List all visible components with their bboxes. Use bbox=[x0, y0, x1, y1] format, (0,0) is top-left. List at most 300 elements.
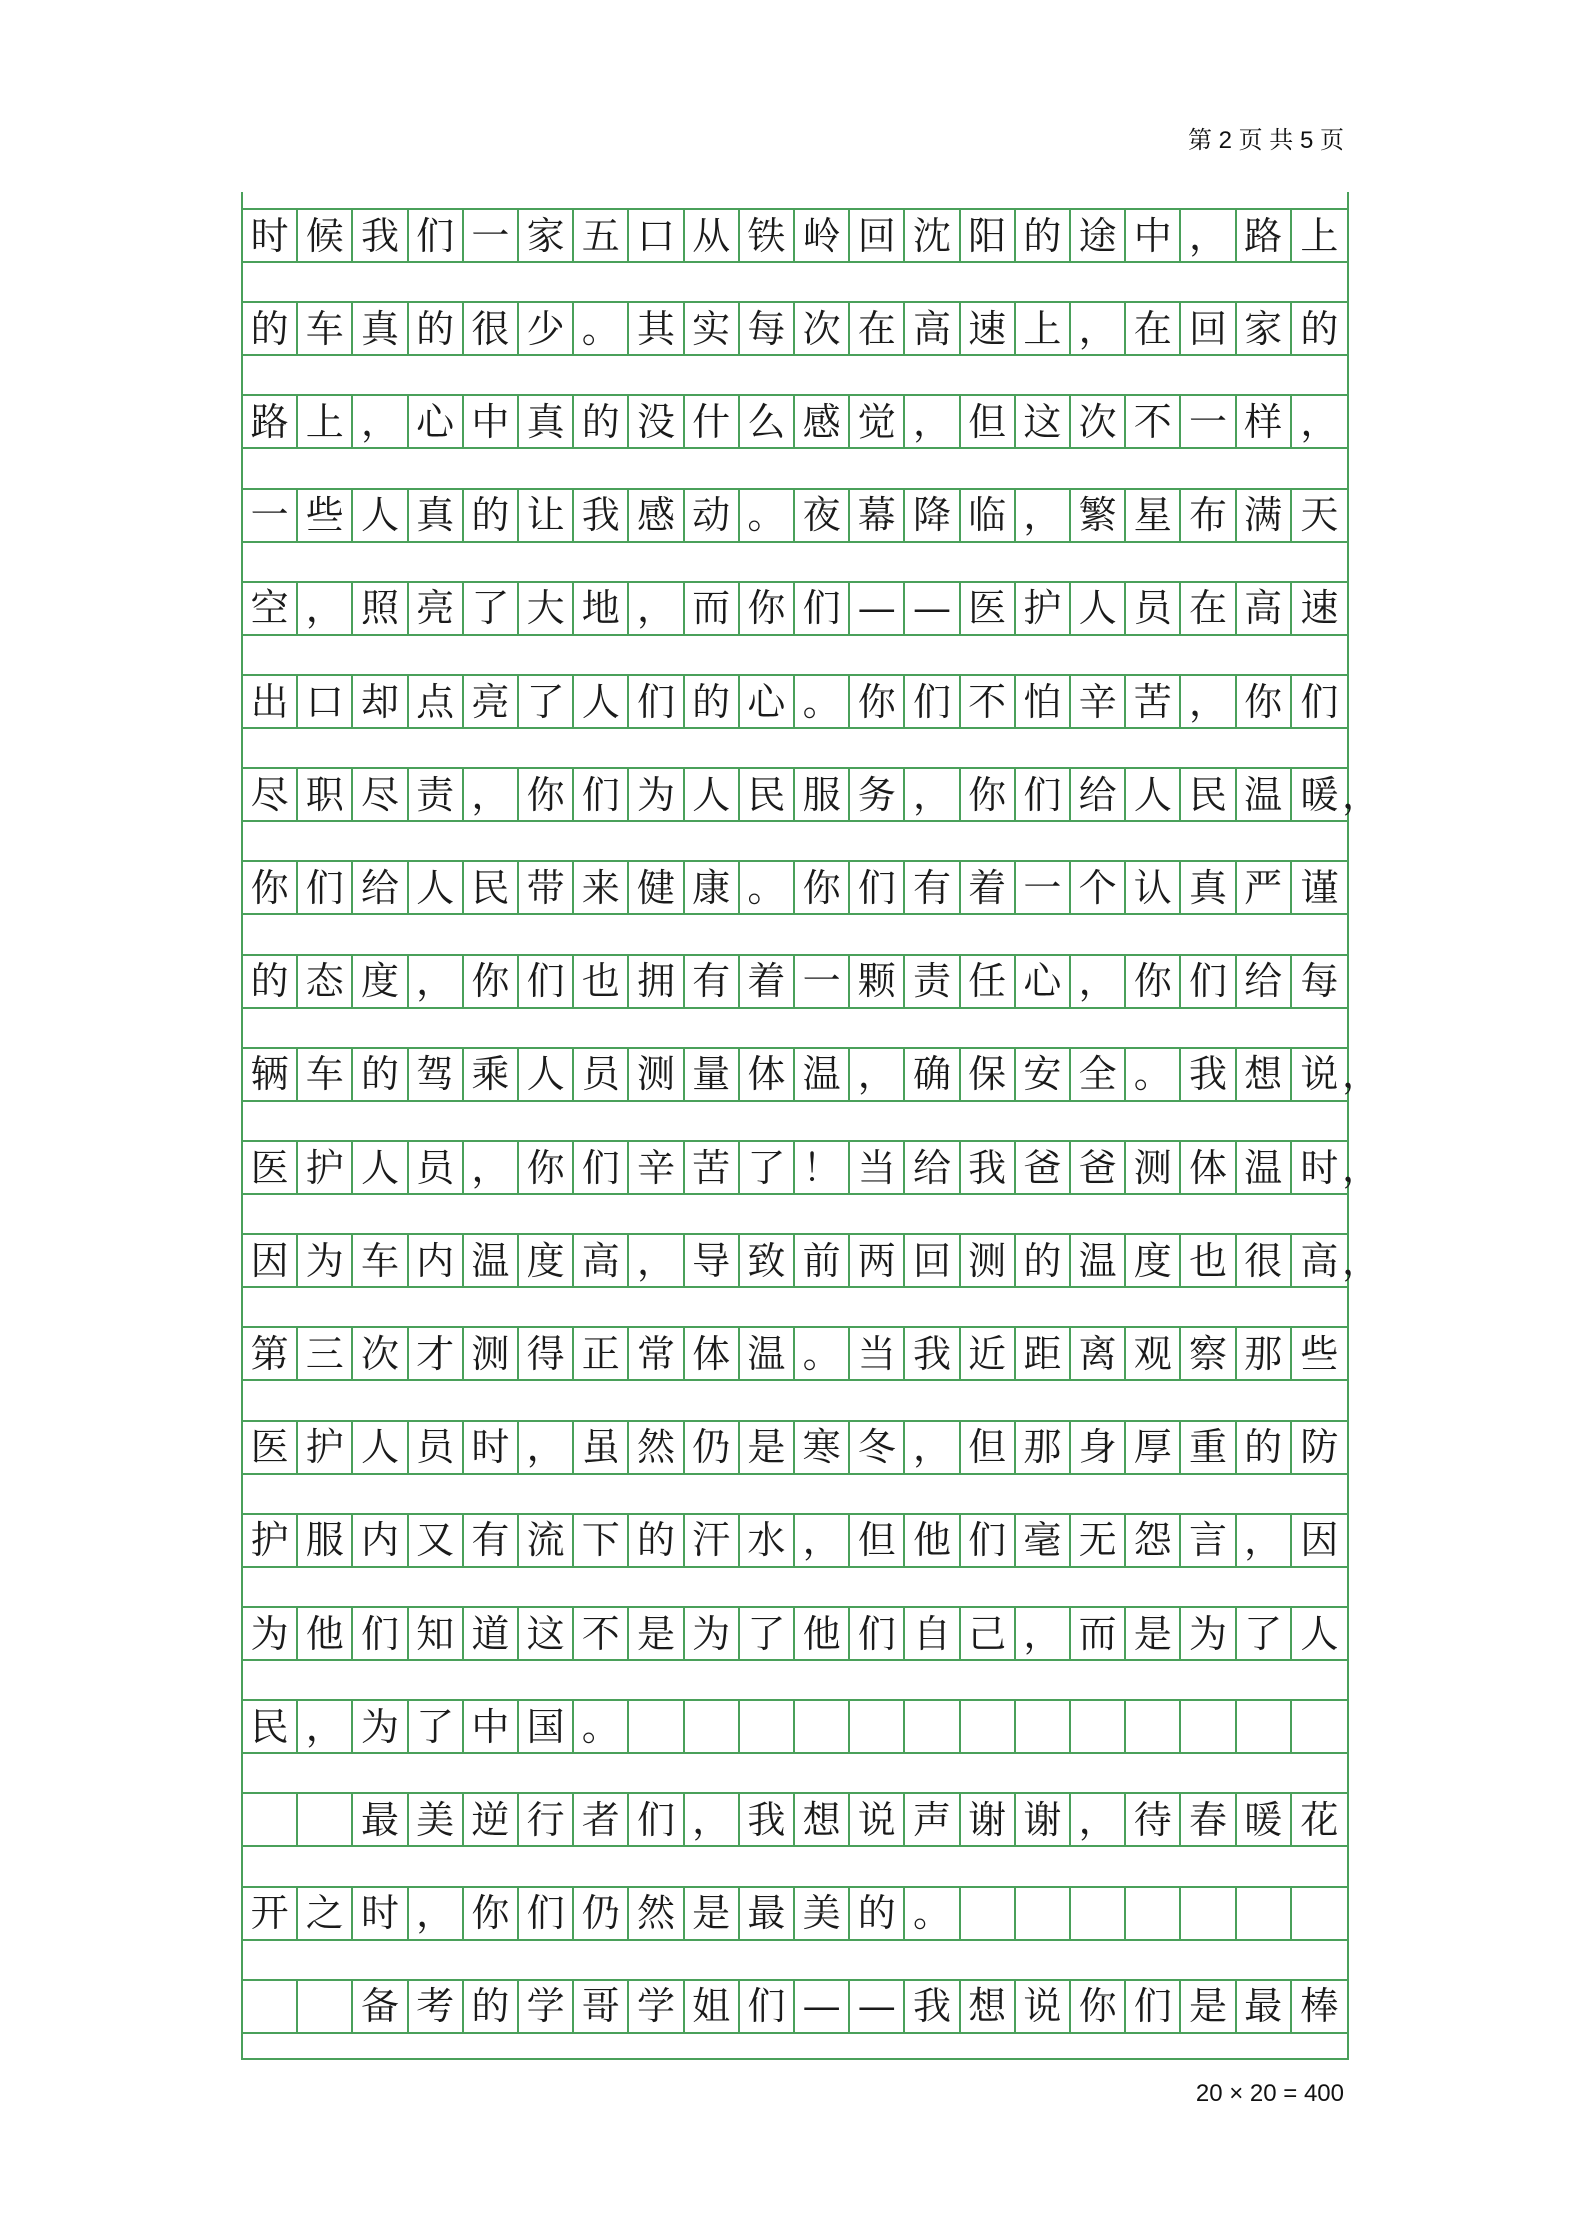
grid-cell: 体 bbox=[740, 1049, 795, 1100]
grid-cell: 给 bbox=[1237, 956, 1292, 1007]
grid-cell: 上 bbox=[1300, 213, 1339, 258]
grid-row bbox=[243, 581, 1347, 636]
grid-cell: 温 bbox=[1237, 769, 1292, 820]
grid-row bbox=[243, 1233, 1381, 1288]
grid-cell: 这 bbox=[519, 1608, 574, 1659]
grid-cell: 护 bbox=[298, 1422, 353, 1473]
grid-cell: 我 bbox=[1181, 1049, 1236, 1100]
grid-cell: 上 bbox=[298, 396, 353, 447]
grid-cell: 那 bbox=[1016, 1422, 1071, 1473]
grid-cell: 。 bbox=[740, 862, 795, 913]
grid-cell: 的 bbox=[409, 303, 464, 354]
grid-cell: 当 bbox=[850, 1142, 905, 1193]
grid-cell: 己 bbox=[961, 1608, 1016, 1659]
grid-cell: 仍 bbox=[685, 1422, 740, 1473]
grid-cell: 辛 bbox=[1071, 676, 1126, 727]
grid-cell: 速 bbox=[1300, 586, 1339, 631]
grid-cell: 真 bbox=[353, 303, 408, 354]
grid-cell: 为 bbox=[685, 1608, 740, 1659]
grid-cell: ， bbox=[795, 1515, 850, 1566]
grid-cell bbox=[243, 1981, 298, 2032]
grid-cell: 下 bbox=[574, 1515, 629, 1566]
grid-cell: 想 bbox=[961, 1981, 1016, 2032]
grid-cell: 家 bbox=[1237, 303, 1292, 354]
grid-cell: 些 bbox=[1300, 1331, 1339, 1376]
grid-cell: 你 bbox=[740, 583, 795, 634]
grid-cell: 行 bbox=[519, 1794, 574, 1845]
grid-row bbox=[243, 301, 1347, 356]
grid-cell: 高 bbox=[1300, 1238, 1339, 1283]
grid-cell: 空 bbox=[243, 583, 298, 634]
grid-cell bbox=[1181, 1701, 1236, 1752]
grid-cell: 员 bbox=[409, 1142, 464, 1193]
grid-cell: 保 bbox=[961, 1049, 1016, 1100]
grid-cell: 虽 bbox=[574, 1422, 629, 1473]
grid-cell: 五 bbox=[574, 210, 629, 261]
grid-cell: 任 bbox=[961, 956, 1016, 1007]
grid-row bbox=[243, 1326, 1347, 1381]
grid-cell bbox=[685, 1701, 740, 1752]
grid-cell: 高 bbox=[1237, 583, 1292, 634]
grid-cell: 因 bbox=[1300, 1518, 1339, 1563]
grid-row bbox=[243, 767, 1381, 822]
grid-cell: 人 bbox=[353, 1142, 408, 1193]
grid-cell: 人 bbox=[574, 676, 629, 727]
grid-cell: 辛 bbox=[629, 1142, 684, 1193]
grid-cell: ， bbox=[629, 583, 684, 634]
grid-cell: 言 bbox=[1181, 1515, 1236, 1566]
grid-cell: 我 bbox=[905, 1981, 960, 2032]
grid-cell: 在 bbox=[850, 303, 905, 354]
grid-cell: 大 bbox=[519, 583, 574, 634]
grid-cell: 尽 bbox=[243, 769, 298, 820]
grid-cell: 民 bbox=[243, 1701, 298, 1752]
grid-cell: 不 bbox=[961, 676, 1016, 727]
grid-cell: 我 bbox=[353, 210, 408, 261]
grid-cell: 民 bbox=[464, 862, 519, 913]
grid-cell: 态 bbox=[298, 956, 353, 1007]
grid-cell: 量 bbox=[685, 1049, 740, 1100]
grid-cell: ， bbox=[298, 1701, 353, 1752]
grid-cell: 美 bbox=[795, 1888, 850, 1939]
grid-cell: 什 bbox=[685, 396, 740, 447]
grid-cell: 离 bbox=[1071, 1328, 1126, 1379]
grid-cell: 谢 bbox=[961, 1794, 1016, 1845]
grid-cell bbox=[298, 1794, 353, 1845]
grid-cell: ， bbox=[1071, 1794, 1126, 1845]
grid-cell bbox=[1071, 1701, 1126, 1752]
grid-cell: 们 bbox=[740, 1981, 795, 2032]
grid-cell: 们 bbox=[629, 676, 684, 727]
grid-cell: 人 bbox=[353, 490, 408, 541]
grid-cell: 民 bbox=[1181, 769, 1236, 820]
grid-cell: 职 bbox=[298, 769, 353, 820]
grid-cell: 上 bbox=[1016, 303, 1071, 354]
hanging-punctuation: ， bbox=[1342, 1145, 1381, 1190]
grid-cell: 说 bbox=[850, 1794, 905, 1845]
grid-cell: 亮 bbox=[409, 583, 464, 634]
grid-cell: 你 bbox=[850, 676, 905, 727]
grid-row bbox=[243, 1886, 1347, 1941]
grid-cell: ， bbox=[685, 1794, 740, 1845]
grid-cell: 布 bbox=[1181, 490, 1236, 541]
grid-cell: 次 bbox=[353, 1328, 408, 1379]
grid-cell: 的 bbox=[243, 956, 298, 1007]
grid-row bbox=[243, 1513, 1347, 1568]
grid-cell: 车 bbox=[298, 1049, 353, 1100]
grid-cell: 服 bbox=[795, 769, 850, 820]
grid-cell bbox=[1071, 1888, 1126, 1939]
grid-cell: 的 bbox=[574, 396, 629, 447]
grid-cell bbox=[1016, 1701, 1071, 1752]
grid-cell bbox=[1237, 1888, 1292, 1939]
grid-cell: 然 bbox=[629, 1422, 684, 1473]
grid-cell: 花 bbox=[1300, 1797, 1339, 1842]
grid-cell: ， bbox=[1300, 399, 1339, 444]
grid-cell: 们 bbox=[574, 769, 629, 820]
grid-cell: 出 bbox=[243, 676, 298, 727]
grid-cell bbox=[298, 1981, 353, 2032]
grid-cell: 但 bbox=[850, 1515, 905, 1566]
grid-cell: 体 bbox=[685, 1328, 740, 1379]
grid-cell: ， bbox=[1071, 956, 1126, 1007]
grid-cell: 你 bbox=[243, 862, 298, 913]
grid-cell: 国 bbox=[519, 1701, 574, 1752]
grid-cell bbox=[850, 1701, 905, 1752]
grid-cell: 谢 bbox=[1016, 1794, 1071, 1845]
grid-cell: 最 bbox=[740, 1888, 795, 1939]
grid-cell: 医 bbox=[243, 1142, 298, 1193]
grid-cell: 测 bbox=[1126, 1142, 1181, 1193]
grid-cell: 有 bbox=[685, 956, 740, 1007]
grid-cell: 们 bbox=[629, 1794, 684, 1845]
grid-cell: 温 bbox=[740, 1328, 795, 1379]
grid-cell: ， bbox=[905, 1422, 960, 1473]
grid-cell: 他 bbox=[905, 1515, 960, 1566]
grid-cell: 很 bbox=[464, 303, 519, 354]
grid-cell: 测 bbox=[464, 1328, 519, 1379]
grid-cell: ， bbox=[1237, 1515, 1292, 1566]
manuscript-grid bbox=[241, 192, 1381, 2060]
grid-cell: 们 bbox=[1300, 679, 1339, 724]
grid-cell: ， bbox=[519, 1422, 574, 1473]
grid-cell: 学 bbox=[519, 1981, 574, 2032]
grid-cell: 才 bbox=[409, 1328, 464, 1379]
grid-cell: 的 bbox=[1016, 210, 1071, 261]
grid-cell: 是 bbox=[685, 1888, 740, 1939]
grid-cell: 们 bbox=[850, 1608, 905, 1659]
grid-cell bbox=[243, 1794, 298, 1845]
grid-cell: 满 bbox=[1237, 490, 1292, 541]
grid-cell: 了 bbox=[740, 1142, 795, 1193]
grid-cell: 护 bbox=[1016, 583, 1071, 634]
grid-cell: 汗 bbox=[685, 1515, 740, 1566]
grid-cell: ， bbox=[850, 1049, 905, 1100]
grid-cell: 两 bbox=[850, 1235, 905, 1286]
grid-cell: 正 bbox=[574, 1328, 629, 1379]
grid-cell: 常 bbox=[629, 1328, 684, 1379]
grid-row bbox=[243, 488, 1347, 543]
grid-cell: 很 bbox=[1237, 1235, 1292, 1286]
grid-cell bbox=[1292, 1888, 1347, 1939]
grid-cell: 实 bbox=[685, 303, 740, 354]
grid-cell: 医 bbox=[961, 583, 1016, 634]
grid-cell: 次 bbox=[795, 303, 850, 354]
grid-row bbox=[243, 1699, 1347, 1754]
grid-cell: 人 bbox=[1071, 583, 1126, 634]
grid-cell: 那 bbox=[1237, 1328, 1292, 1379]
grid-cell: 寒 bbox=[795, 1422, 850, 1473]
grid-row bbox=[243, 1606, 1347, 1661]
grid-cell: 的 bbox=[1300, 306, 1339, 351]
hanging-punctuation: ， bbox=[1342, 1052, 1381, 1097]
grid-cell: ， bbox=[464, 1142, 519, 1193]
grid-cell: 口 bbox=[629, 210, 684, 261]
grid-cell: 少 bbox=[519, 303, 574, 354]
grid-cell: 了 bbox=[1237, 1608, 1292, 1659]
grid-cell: 体 bbox=[1181, 1142, 1236, 1193]
grid-cell: 是 bbox=[1181, 1981, 1236, 2032]
grid-cell: 也 bbox=[574, 956, 629, 1007]
grid-cell: 们 bbox=[574, 1142, 629, 1193]
grid-cell: 不 bbox=[574, 1608, 629, 1659]
grid-cell: 是 bbox=[740, 1422, 795, 1473]
grid-cell: 车 bbox=[298, 303, 353, 354]
grid-cell: ， bbox=[298, 583, 353, 634]
grid-cell: 也 bbox=[1181, 1235, 1236, 1286]
grid-cell: 岭 bbox=[795, 210, 850, 261]
grid-cell: 。 bbox=[740, 490, 795, 541]
grid-cell: 们 bbox=[1181, 956, 1236, 1007]
grid-cell: 爸 bbox=[1071, 1142, 1126, 1193]
grid-cell: 你 bbox=[1126, 956, 1181, 1007]
grid-cell: ， bbox=[409, 1888, 464, 1939]
grid-cell: 么 bbox=[740, 396, 795, 447]
grid-cell: 家 bbox=[519, 210, 574, 261]
grid-cell: 内 bbox=[409, 1235, 464, 1286]
grid-cell: 最 bbox=[1237, 1981, 1292, 2032]
grid-cell: 全 bbox=[1071, 1049, 1126, 1100]
grid-cell: 内 bbox=[353, 1515, 408, 1566]
grid-cell: 责 bbox=[905, 956, 960, 1007]
grid-cell: 声 bbox=[905, 1794, 960, 1845]
grid-cell: 。 bbox=[795, 676, 850, 727]
grid-cell: 确 bbox=[905, 1049, 960, 1100]
grid-cell: 测 bbox=[629, 1049, 684, 1100]
grid-cell: 亮 bbox=[464, 676, 519, 727]
grid-cell: 为 bbox=[629, 769, 684, 820]
grid-cell: 。 bbox=[795, 1328, 850, 1379]
grid-cell: 谨 bbox=[1300, 865, 1339, 910]
grid-cell: 沈 bbox=[905, 210, 960, 261]
grid-cell: 者 bbox=[574, 1794, 629, 1845]
grid-row bbox=[243, 954, 1347, 1009]
grid-cell: 民 bbox=[740, 769, 795, 820]
grid-cell: 苦 bbox=[685, 1142, 740, 1193]
grid-cell: 员 bbox=[409, 1422, 464, 1473]
grid-cell: 带 bbox=[519, 862, 574, 913]
grid-cell: 康 bbox=[685, 862, 740, 913]
grid-cell: 来 bbox=[574, 862, 629, 913]
grid-cell: 春 bbox=[1181, 1794, 1236, 1845]
grid-cell: 而 bbox=[1071, 1608, 1126, 1659]
grid-cell: 。 bbox=[574, 1701, 629, 1752]
grid-cell: 阳 bbox=[961, 210, 1016, 261]
grid-row bbox=[243, 860, 1347, 915]
grid-cell: 流 bbox=[519, 1515, 574, 1566]
grid-cell: 导 bbox=[685, 1235, 740, 1286]
grid-cell: 你 bbox=[1237, 676, 1292, 727]
grid-cell: 健 bbox=[629, 862, 684, 913]
grid-cell: 责 bbox=[409, 769, 464, 820]
grid-cell: 认 bbox=[1126, 862, 1181, 913]
grid-cell: — bbox=[850, 1981, 905, 2032]
grid-cell: 怨 bbox=[1126, 1515, 1181, 1566]
grid-cell: 一 bbox=[464, 210, 519, 261]
grid-cell: — bbox=[850, 583, 905, 634]
grid-cell: 们 bbox=[1126, 1981, 1181, 2032]
grid-cell: 暖 bbox=[1300, 772, 1339, 817]
grid-cell: 而 bbox=[685, 583, 740, 634]
grid-row bbox=[243, 394, 1347, 449]
grid-cell: 尽 bbox=[353, 769, 408, 820]
grid-cell: 。 bbox=[1126, 1049, 1181, 1100]
grid-row bbox=[243, 1047, 1381, 1102]
grid-cell: 每 bbox=[740, 303, 795, 354]
grid-cell: ， bbox=[1016, 1608, 1071, 1659]
grid-cell: 着 bbox=[740, 956, 795, 1007]
grid-cell: 人 bbox=[519, 1049, 574, 1100]
grid-cell: 知 bbox=[409, 1608, 464, 1659]
grid-cell: ， bbox=[1181, 210, 1236, 261]
grid-cell: ， bbox=[409, 956, 464, 1007]
grid-cell: 服 bbox=[298, 1515, 353, 1566]
grid-row bbox=[243, 1792, 1347, 1847]
grid-cell: 铁 bbox=[740, 210, 795, 261]
grid-cell: ， bbox=[1071, 303, 1126, 354]
grid-cell: 美 bbox=[409, 1794, 464, 1845]
grid-cell: 务 bbox=[850, 769, 905, 820]
grid-cell: 你 bbox=[464, 956, 519, 1007]
grid-cell: 察 bbox=[1181, 1328, 1236, 1379]
grid-cell bbox=[1292, 1701, 1347, 1752]
grid-cell: 口 bbox=[298, 676, 353, 727]
grid-cell: 候 bbox=[298, 210, 353, 261]
grid-cell: 第 bbox=[243, 1328, 298, 1379]
grid-cell: 人 bbox=[685, 769, 740, 820]
grid-cell: 严 bbox=[1237, 862, 1292, 913]
grid-cell: ， bbox=[905, 396, 960, 447]
hanging-punctuation: ， bbox=[1342, 772, 1381, 817]
grid-cell: 员 bbox=[1126, 583, 1181, 634]
grid-cell: ， bbox=[1181, 676, 1236, 727]
grid-cell: 的 bbox=[1237, 1422, 1292, 1473]
grid-row bbox=[243, 1140, 1381, 1195]
grid-cell: 动 bbox=[685, 490, 740, 541]
grid-cell: 时 bbox=[243, 210, 298, 261]
grid-cell: 人 bbox=[353, 1422, 408, 1473]
grid-cell: 你 bbox=[961, 769, 1016, 820]
grid-cell: 们 bbox=[353, 1608, 408, 1659]
grid-cell: 从 bbox=[685, 210, 740, 261]
grid-cell: 安 bbox=[1016, 1049, 1071, 1100]
grid-cell: ， bbox=[1016, 490, 1071, 541]
grid-cell: 说 bbox=[1016, 1981, 1071, 2032]
grid-cell: 苦 bbox=[1126, 676, 1181, 727]
grid-cell: 一 bbox=[1016, 862, 1071, 913]
grid-cell: 爸 bbox=[1016, 1142, 1071, 1193]
grid-cell: 仍 bbox=[574, 1888, 629, 1939]
grid-cell: 样 bbox=[1237, 396, 1292, 447]
grid-cell: 你 bbox=[464, 1888, 519, 1939]
grid-cell: 颗 bbox=[850, 956, 905, 1007]
grid-cell bbox=[795, 1701, 850, 1752]
grid-cell: 你 bbox=[519, 769, 574, 820]
grid-cell: 了 bbox=[740, 1608, 795, 1659]
grid-cell: 地 bbox=[574, 583, 629, 634]
grid-cell: 们 bbox=[850, 862, 905, 913]
grid-cell bbox=[961, 1701, 1016, 1752]
grid-cell: 的 bbox=[629, 1515, 684, 1566]
grid-cell: 他 bbox=[298, 1608, 353, 1659]
grid-cell: 照 bbox=[353, 583, 408, 634]
grid-cell: 度 bbox=[353, 956, 408, 1007]
grid-cell: 他 bbox=[795, 1608, 850, 1659]
grid-cell: 车 bbox=[353, 1235, 408, 1286]
grid-row bbox=[243, 208, 1347, 263]
grid-cell: 们 bbox=[1016, 769, 1071, 820]
grid-cell: 的 bbox=[353, 1049, 408, 1100]
grid-cell: 说 bbox=[1300, 1052, 1339, 1097]
grid-cell: 为 bbox=[298, 1235, 353, 1286]
grid-cell: 你 bbox=[1071, 1981, 1126, 2032]
grid-cell: 毫 bbox=[1016, 1515, 1071, 1566]
grid-cell: 高 bbox=[574, 1235, 629, 1286]
grid-cell: 我 bbox=[740, 1794, 795, 1845]
grid-cell: 为 bbox=[243, 1608, 298, 1659]
grid-cell bbox=[905, 1701, 960, 1752]
grid-cell: 路 bbox=[1237, 210, 1292, 261]
grid-cell: 无 bbox=[1071, 1515, 1126, 1566]
grid-cell: 想 bbox=[1237, 1049, 1292, 1100]
grid-cell: 给 bbox=[353, 862, 408, 913]
grid-cell: 观 bbox=[1126, 1328, 1181, 1379]
grid-cell: 乘 bbox=[464, 1049, 519, 1100]
grid-cell: 哥 bbox=[574, 1981, 629, 2032]
grid-cell: 有 bbox=[464, 1515, 519, 1566]
grid-cell: 水 bbox=[740, 1515, 795, 1566]
hanging-punctuation: ， bbox=[1342, 1238, 1381, 1283]
grid-cell: 降 bbox=[905, 490, 960, 541]
grid-cell: 给 bbox=[1071, 769, 1126, 820]
grid-cell: 们 bbox=[519, 956, 574, 1007]
grid-cell: 辆 bbox=[243, 1049, 298, 1100]
grid-cell: 了 bbox=[464, 583, 519, 634]
grid-cell: 人 bbox=[1126, 769, 1181, 820]
grid-cell: 觉 bbox=[850, 396, 905, 447]
grid-cell: 是 bbox=[629, 1608, 684, 1659]
grid-cell: 们 bbox=[409, 210, 464, 261]
grid-cell: 的 bbox=[243, 303, 298, 354]
grid-cell: 其 bbox=[629, 303, 684, 354]
grid-cell: 星 bbox=[1126, 490, 1181, 541]
grid-cell: 的 bbox=[685, 676, 740, 727]
grid-cell: 了 bbox=[409, 1701, 464, 1752]
grid-cell: 度 bbox=[1126, 1235, 1181, 1286]
grid-cell: 着 bbox=[961, 862, 1016, 913]
grid-cell bbox=[1016, 1888, 1071, 1939]
grid-cell: 为 bbox=[1181, 1608, 1236, 1659]
